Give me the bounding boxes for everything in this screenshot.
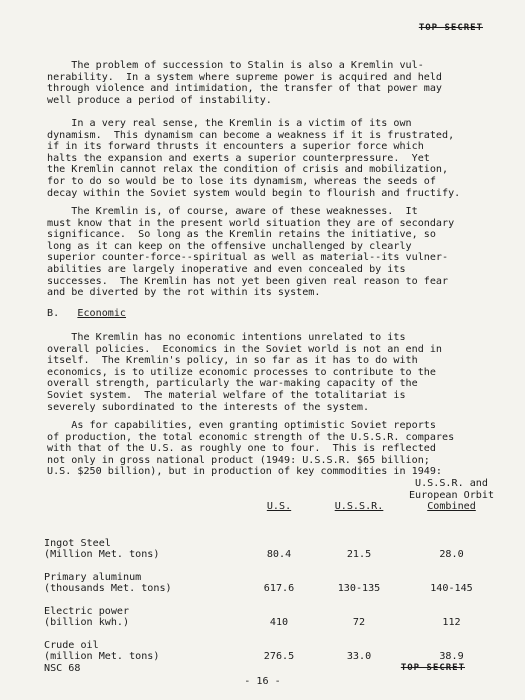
table-row [44, 629, 504, 663]
col-header-combined [399, 478, 504, 513]
cell-us: 80.4 [266, 549, 292, 561]
classification-bottom: TOP SECRET [400, 663, 465, 673]
document-id: NSC 68 [44, 663, 81, 674]
production-table [44, 478, 504, 663]
cell-ussr: 130-135 [337, 583, 381, 595]
col-header-combined-line: European Orbit [408, 489, 495, 501]
col-header-us: U.S. [266, 501, 292, 513]
cell-us: 617.6 [263, 583, 295, 595]
paragraph-succession: The problem of succession to Stalin is also a Kremlin vul- nerability. In a system where supreme power is acquired and held through violence and intimidation, the transfer of that power may well produce a period of instability. [47, 60, 443, 106]
cell-ussr: 21.5 [346, 549, 372, 561]
table-row [44, 561, 504, 595]
paragraph-capabilities: As for capabilities, even granting optimistic Soviet reports of production, the total economic strength of the U.S.S.R. compares with that of the U.S. as roughly one to four. This is reflected not only in gross national product (1949: U.S.S.R. $65 billion; U.S. $250 billion), but in production of key commodities in 1949: [47, 420, 455, 478]
paragraph-economic-intentions: The Kremlin has no economic intentions unrelated to its overall policies. Economics in the Soviet world is not an end in itself. The Kremlin's policy, in so far as it has to do with economics, is to utilize economic processes to contribute to the overall strength, particularly the war-making capacity of the Soviet system. The material welfare of the totalitariat is severely subordinated to the interests of the system. [47, 332, 443, 413]
col-header-combined-line: U.S.S.R. and [415, 478, 488, 489]
cell-combined: 28.0 [439, 549, 464, 561]
section-title: Economic [77, 308, 127, 319]
page-number: - 16 - [244, 676, 281, 687]
row-label: Ingot Steel (Million Met. tons) [44, 537, 160, 561]
cell-us: 276.5 [263, 651, 295, 663]
row-label: Primary aluminum (thousands Met. tons) [44, 571, 172, 595]
table-row [44, 595, 504, 629]
section-letter: B. [47, 308, 60, 319]
table-row [44, 527, 504, 561]
paragraph-dynamism: In a very real sense, the Kremlin is a victim of its own dynamism. This dynamism can become a weakness if it is frustrated, if in its forward thrusts it encounters a superior force which halts the expansion and exerts a superior counterpressure. Yet the Kremlin cannot relax the condition of crisis and mobilization, for to do so would be to lose its dynamism, whereas the seeds of decay within the Soviet system would begin to flourish and fructify. [47, 118, 461, 199]
cell-combined: 38.9 [439, 651, 464, 663]
row-label: Electric power (billion kwh.) [44, 605, 130, 629]
col-header-ussr: U.S.S.R. [334, 501, 384, 513]
table-header-row [44, 478, 504, 513]
paragraph-weaknesses: The Kremlin is, of course, aware of these weaknesses. It must know that in the present world situation they are of secondary significance. So long as the Kremlin retains the initiative, so long as it can keep on the offensive unchallenged by clearly superior counter-force--spiritual as well as material--its vulner- abilities are largely inoperative and even concealed by its successes. The Kremlin has not yet been given real reason to fear and be diverted by the rot within its system. [47, 206, 455, 299]
col-header-combined-line: Combined [427, 501, 476, 513]
cell-ussr: 33.0 [346, 651, 372, 663]
cell-combined: 140-145 [430, 583, 473, 595]
section-heading [47, 308, 126, 319]
row-label: Crude oil (million Met. tons) [44, 639, 160, 663]
classification-top: TOP SECRET [418, 23, 483, 33]
cell-ussr: 72 [352, 617, 366, 629]
cell-us: 410 [269, 617, 289, 629]
cell-combined: 112 [442, 617, 461, 629]
